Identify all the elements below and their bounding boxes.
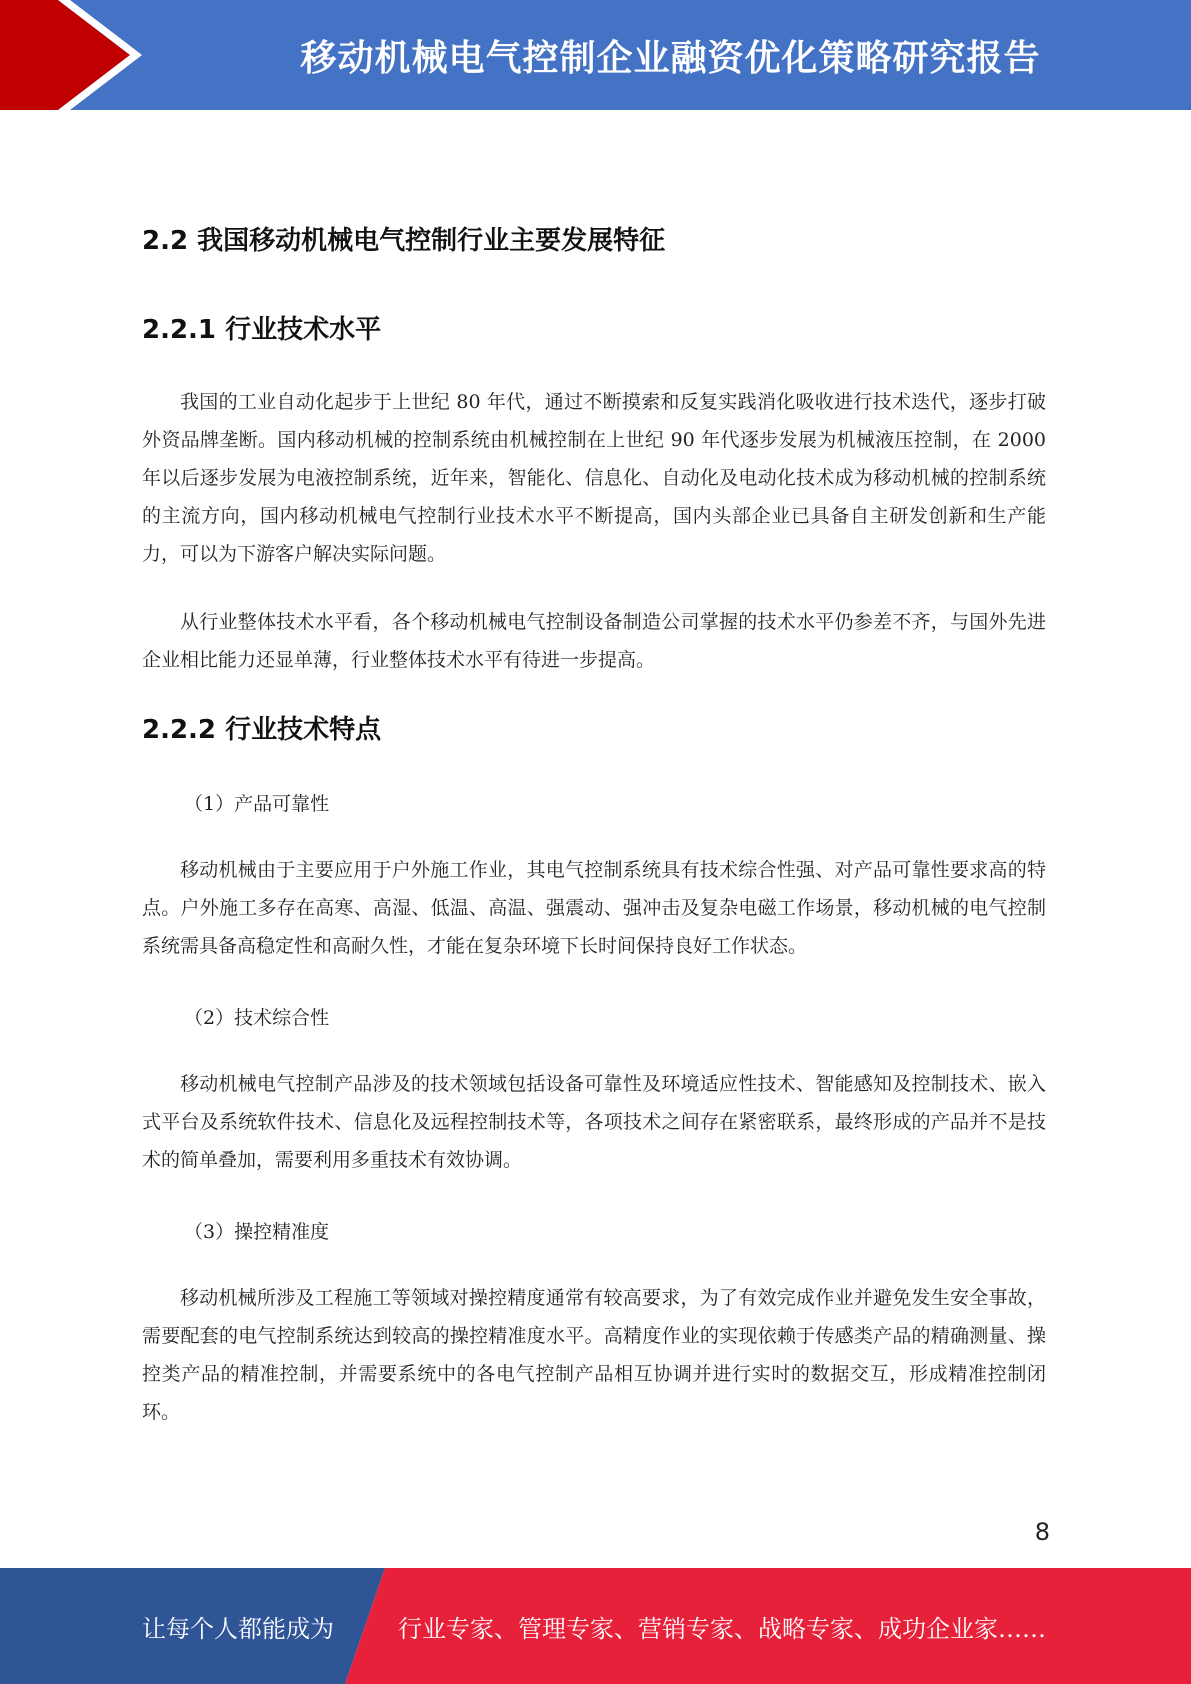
page-number: 8: [1034, 1518, 1050, 1546]
report-title: 移动机械电气控制企业融资优化策略研究报告: [300, 37, 1041, 79]
footer-band: [0, 1568, 1191, 1684]
item-label-3: （3）操控精准度: [184, 1221, 330, 1243]
footer-slogan-left: 让每个人都能成为: [142, 1614, 334, 1643]
section-heading: 2.2 我国移动机械电气控制行业主要发展特征: [142, 226, 666, 256]
subsection-heading-2: 2.2.2 行业技术特点: [142, 715, 382, 745]
paragraph: 移动机械由于主要应用于户外施工作业，其电气控制系统具有技术综合性强、对产品可靠性要求高的特点。户外施工多存在高寒、高湿、低温、高温、强震动、强冲击及复杂电磁工作场景，移动机械的电气控制系统需具备高稳定性和高耐久性，才能在复杂环境下长时间保持良好工作状态。: [142, 859, 1046, 957]
footer-slogan-right: 行业专家、管理专家、营销专家、战略专家、成功企业家……: [398, 1614, 1046, 1643]
paragraph: 移动机械电气控制产品涉及的技术领域包括设备可靠性及环境适应性技术、智能感知及控制技术、嵌入式平台及系统软件技术、信息化及远程控制技术等，各项技术之间存在紧密联系，最终形成的产品并不是技术的简单叠加，需要利用多重技术有效协调。: [142, 1073, 1046, 1171]
paragraph: 从行业整体技术水平看，各个移动机械电气控制设备制造公司掌握的技术水平仍参差不齐，与国外先进企业相比能力还显单薄，行业整体技术水平有待进一步提高。: [142, 611, 1046, 671]
header-band: [0, 0, 1191, 110]
item-label-1: （1）产品可靠性: [184, 793, 330, 815]
item-label-2: （2）技术综合性: [184, 1007, 330, 1029]
paragraph: 移动机械所涉及工程施工等领域对操控精度通常有较高要求，为了有效完成作业并避免发生安全事故，需要配套的电气控制系统达到较高的操控精准度水平。高精度作业的实现依赖于传感类产品的精确测量、操控类产品的精准控制，并需要系统中的各电气控制产品相互协调并进行实时的数据交互，形成精准控制闭环。: [142, 1287, 1046, 1423]
subsection-heading-1: 2.2.1 行业技术水平: [142, 315, 382, 345]
header-arrow-decoration: [0, 0, 160, 110]
paragraph: 我国的工业自动化起步于上世纪 80 年代，通过不断摸索和反复实践消化吸收进行技术迭代，逐步打破外资品牌垄断。国内移动机械的控制系统由机械控制在上世纪 90 年代逐步发展为机械液压控制，在 2000 年以后逐步发展为电液控制系统，近年来，智能化、信息化、自动化及电动化技术成为移动机械的控制系统的主流方向，国内移动机械电气控制行业技术水平不断提高，国内头部企业已具备自主研发创新和生产能力，可以为下游客户解决实际问题。: [142, 391, 1046, 565]
